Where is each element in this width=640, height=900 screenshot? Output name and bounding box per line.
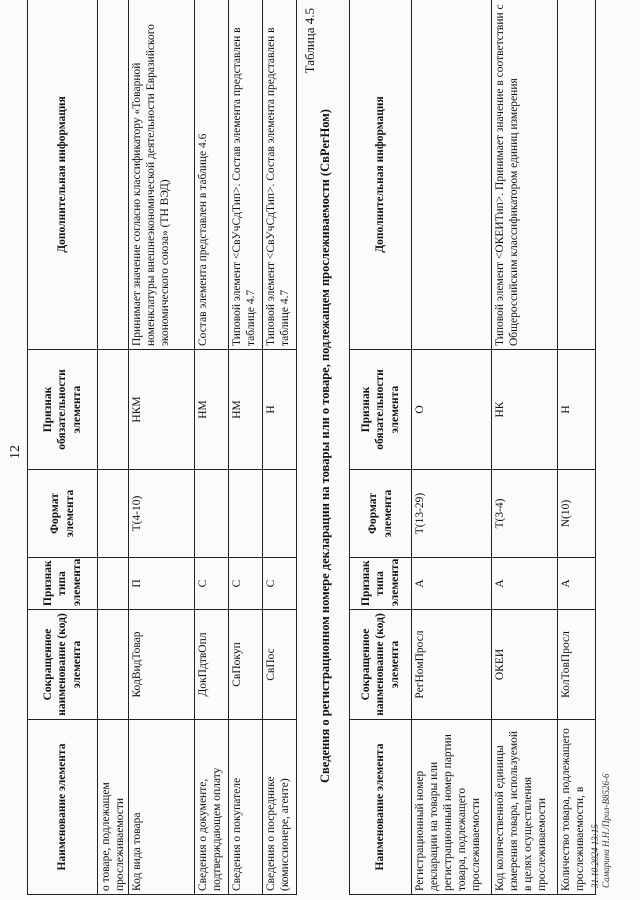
col-header-name: Наименование элемента [350, 720, 412, 895]
col-header-info: Дополнительная информация [28, 0, 98, 350]
cell-code: РегНомПросл [412, 610, 492, 720]
table-row [229, 0, 263, 895]
table-row [558, 0, 596, 895]
page-number: 12 [8, 445, 23, 459]
cell-code: КолТовПросл [558, 610, 596, 720]
cell-code: КодВидТовар [129, 610, 195, 720]
cell-type: А [492, 558, 558, 610]
cell-info: Состав элемента представлен в таблице 4.6 [195, 0, 229, 350]
cell-format: T(13-29) [412, 470, 492, 558]
cell-info: Типовой элемент <ОКЕИТип>. Принимает значение в соответствии с Общероссийским классификатором единиц измерения [492, 0, 558, 350]
cell-required: НКМ [129, 350, 195, 470]
table-4-4-continued [27, 0, 297, 895]
table-title: Сведения о регистрационном номере декларации на товары или о товаре, подлежащем прослеживаемости (СвРегНом) [318, 109, 332, 783]
cell-name: Регистрационный номер декларации на товары или регистрационный номер партии товара, подлежащего прослеживаемости [412, 720, 492, 895]
cell-info: Типовой элемент <СвУчСдТип>. Состав элемента представлен в таблице 4.7 [229, 0, 263, 350]
col-header-info: Дополнительная информация [350, 0, 412, 350]
col-header-format: Формат элемента [28, 470, 98, 558]
cell-format [263, 470, 297, 558]
stamp-signer: Самарина Н.Н./Прил-В8526-6 [601, 773, 612, 888]
cell-info: Типовой элемент <СвУчСдТип>. Состав элемента представлен в таблице 4.7 [263, 0, 297, 350]
cell-code: ОКЕИ [492, 610, 558, 720]
col-header-required: Признак обязательности элемента [28, 350, 98, 470]
cell-name: Сведения о документе, подтверждающем оплату [195, 720, 229, 895]
cell-name: Количество товара, подлежащего прослеживаемости, в [558, 720, 596, 895]
cell-code: СвПокуп [229, 610, 263, 720]
cell-required: НМ [195, 350, 229, 470]
cell-name: Сведения о покупателе [229, 720, 263, 895]
cell-type: С [263, 558, 297, 610]
cell-type: А [558, 558, 596, 610]
stamp-date: 31.10.2024 13:15 [590, 824, 600, 888]
col-header-type: Признак типа элемента [350, 558, 412, 610]
table-row [195, 0, 229, 895]
cell-required: НК [492, 350, 558, 470]
cell-type: С [229, 558, 263, 610]
col-header-name: Наименование элемента [28, 720, 98, 895]
table-4-5 [349, 0, 596, 895]
table-row [129, 0, 195, 895]
col-header-required: Признак обязательности элемента [350, 350, 412, 470]
cell-format [229, 470, 263, 558]
cell-code: СвПос [263, 610, 297, 720]
cell-info [98, 0, 129, 350]
cell-required: НМ [229, 350, 263, 470]
cell-name: Код вида товара [129, 720, 195, 895]
cell-required: Н [263, 350, 297, 470]
cell-name: Сведения о посреднике (комиссионере, агенте) [263, 720, 297, 895]
cell-name: о товаре, подлежащем прослеживаемости [98, 720, 129, 895]
cell-format: N(10) [558, 470, 596, 558]
table-header-row [350, 0, 412, 895]
table-row [98, 0, 129, 895]
table-row [412, 0, 492, 895]
cell-format: T(4-10) [129, 470, 195, 558]
cell-type: А [412, 558, 492, 610]
table-header-row [28, 0, 98, 895]
cell-info: Принимает значение согласно классификатору «Товарной номенклатуры внешнеэкономической деятельности Евразийского экономического союза» (ТН ВЭД) [129, 0, 195, 350]
table-row [263, 0, 297, 895]
cell-required [98, 350, 129, 470]
cell-format [98, 470, 129, 558]
cell-required: О [412, 350, 492, 470]
table-number-label: Таблица 4.5 [302, 8, 317, 74]
cell-type: С [195, 558, 229, 610]
col-header-code: Сокращенное наименование (код) элемента [350, 610, 412, 720]
cell-code [98, 610, 129, 720]
cell-type [98, 558, 129, 610]
col-header-code: Сокращенное наименование (код) элемента [28, 610, 98, 720]
cell-format: T(3-4) [492, 470, 558, 558]
cell-name: Код количественной единицы измерения товара, используемой в целях осуществления прослеживаемости [492, 720, 558, 895]
cell-info [412, 0, 492, 350]
col-header-format: Формат элемента [350, 470, 412, 558]
signature-stamp [590, 774, 613, 888]
table-row [492, 0, 558, 895]
col-header-type: Признак типа элемента [28, 558, 98, 610]
cell-info [558, 0, 596, 350]
cell-code: ДокПдтвОпл [195, 610, 229, 720]
cell-format [195, 470, 229, 558]
cell-type: П [129, 558, 195, 610]
cell-required: Н [558, 350, 596, 470]
